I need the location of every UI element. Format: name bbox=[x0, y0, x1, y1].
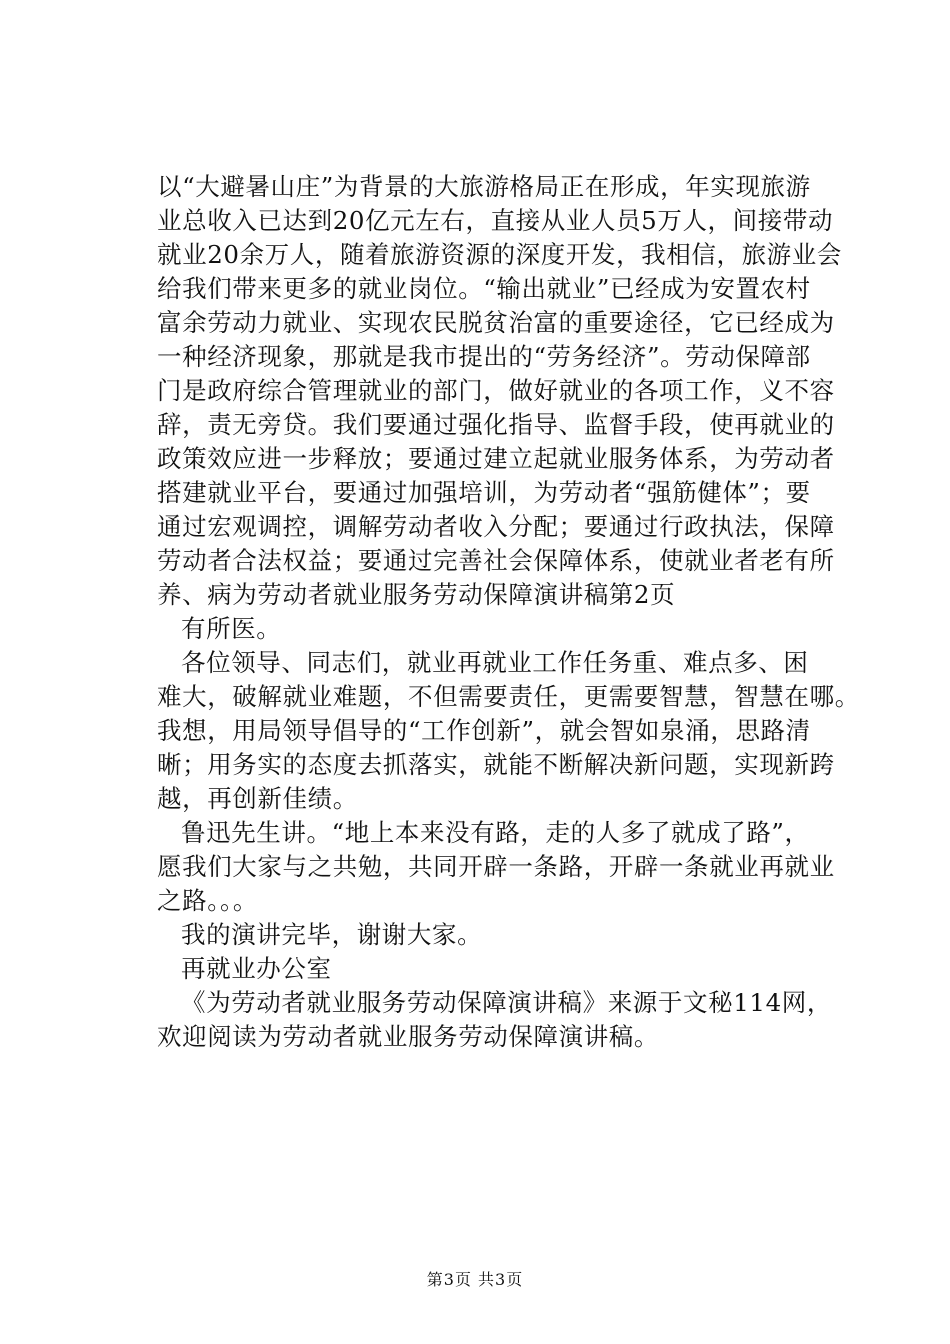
closing-remark: 我的演讲完毕，谢谢大家。 bbox=[181, 920, 483, 949]
text-line: 难大，破解就业难题，不但需要责任，更需要智慧，智慧在哪。 bbox=[157, 682, 860, 711]
document-body bbox=[157, 170, 860, 1054]
text-line: 搭建就业平台，要通过加强培训，为劳动者“强筋健体”；要 bbox=[157, 478, 811, 507]
text-line: 有所医。 bbox=[181, 614, 282, 643]
text-line: 门是政府综合管理就业的部门，做好就业的各项工作，义不容 bbox=[157, 376, 835, 405]
source-note-line: 欢迎阅读为劳动者就业服务劳动保障演讲稿。 bbox=[157, 1022, 659, 1051]
page-footer: 第3页 共3页 bbox=[426, 1270, 524, 1289]
text-line: 越，再创新佳绩。 bbox=[157, 784, 358, 813]
text-line: 养、病为劳动者就业服务劳动保障演讲稿第2页 bbox=[157, 580, 676, 609]
text-line: 劳动者合法权益；要通过完善社会保障体系，使就业者老有所 bbox=[157, 546, 835, 575]
text-line: 我想，用局领导倡导的“工作创新”，就会智如泉涌，思路清 bbox=[157, 716, 811, 745]
text-line: 政策效应进一步释放；要通过建立起就业服务体系，为劳动者 bbox=[157, 444, 835, 473]
signature-office: 再就业办公室 bbox=[181, 954, 332, 983]
text-line: 就业20余万人，随着旅游资源的深度开发，我相信，旅游业会 bbox=[157, 240, 842, 269]
source-note-line: 《为劳动者就业服务劳动保障演讲稿》来源于文秘114网， bbox=[181, 988, 832, 1017]
text-line: 辞，责无旁贷。我们要通过强化指导、监督手段，使再就业的 bbox=[157, 410, 835, 439]
text-line: 愿我们大家与之共勉，共同开辟一条路，开辟一条就业再就业 bbox=[157, 852, 835, 881]
text-line: 以“大避暑山庄”为背景的大旅游格局正在形成，年实现旅游 bbox=[157, 172, 811, 201]
text-line: 业总收入已达到20亿元左右，直接从业人员5万人，间接带动 bbox=[157, 206, 834, 235]
text-line: 之路。。。 bbox=[157, 886, 258, 915]
text-line: 给我们带来更多的就业岗位。“输出就业”已经成为安置农村 bbox=[157, 274, 811, 303]
text-line: 晰；用务实的态度去抓落实，就能不断解决新问题，实现新跨 bbox=[157, 750, 835, 779]
paragraph-start-line: 各位领导、同志们，就业再就业工作任务重、难点多、困 bbox=[181, 648, 809, 677]
text-line: 一种经济现象，那就是我市提出的“劳务经济”。劳动保障部 bbox=[157, 342, 811, 371]
text-line: 通过宏观调控，调解劳动者收入分配；要通过行政执法，保障 bbox=[157, 512, 835, 541]
paragraph-start-line: 鲁迅先生讲。“地上本来没有路，走的人多了就成了路”， bbox=[181, 818, 810, 847]
text-line: 富余劳动力就业、实现农民脱贫治富的重要途径，它已经成为 bbox=[157, 308, 835, 337]
